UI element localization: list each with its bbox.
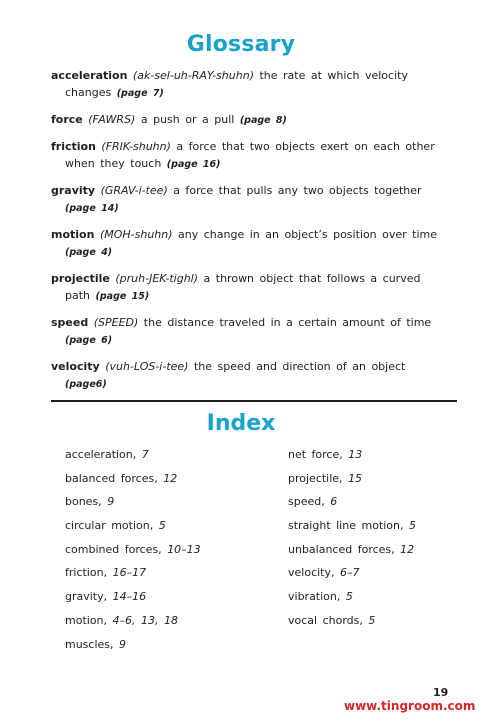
- index-word: combined forces,: [65, 542, 162, 556]
- index-pages: 10–13: [167, 542, 201, 556]
- glossary-page-ref: (page 15): [95, 291, 150, 302]
- glossary-term: gravity: [51, 184, 96, 197]
- glossary-definition: the speed and direction of an object: [193, 360, 406, 373]
- index-item: [288, 470, 416, 494]
- index-word: gravity,: [65, 590, 108, 604]
- index-pages: 12: [400, 542, 415, 556]
- index-word: straight line motion,: [288, 519, 404, 533]
- index-heading: Index: [206, 411, 276, 436]
- index-word: projectile,: [288, 471, 343, 485]
- index-column-left: [65, 446, 201, 659]
- glossary-definition: a thrown object that follows a curved path: [65, 272, 421, 302]
- index-pages: 5: [345, 590, 353, 604]
- index-pages: 9: [119, 637, 127, 651]
- glossary-pronunciation: (SPEED): [93, 316, 139, 329]
- index-item: [65, 541, 201, 565]
- glossary-page-ref: (page 7): [116, 88, 164, 99]
- index-item: [65, 493, 201, 517]
- index-word: unbalanced forces,: [288, 542, 395, 556]
- glossary-term: acceleration: [51, 69, 128, 82]
- glossary-page-ref: (page 4): [65, 247, 113, 258]
- glossary-pronunciation: (MOH-shuhn): [99, 228, 173, 241]
- glossary-term: motion: [51, 228, 95, 241]
- glossary-term: speed: [51, 316, 89, 329]
- index-pages: 16–17: [112, 566, 147, 580]
- index-word: net force,: [288, 448, 343, 461]
- index-item: [65, 588, 201, 612]
- index-pages: 5: [158, 519, 166, 533]
- index-word: vibration,: [288, 590, 341, 604]
- index-item: [65, 564, 201, 588]
- index-item: [65, 612, 201, 636]
- index-pages: 6–7: [340, 566, 360, 580]
- index-word: velocity,: [288, 566, 335, 580]
- glossary-heading: Glossary: [186, 32, 296, 57]
- glossary-pronunciation: (vuh-LOS-i-tee): [105, 360, 189, 373]
- glossary-entry: [51, 270, 446, 305]
- glossary-entry: [51, 226, 446, 261]
- watermark: www.tingroom.com: [344, 699, 476, 713]
- index-item: [288, 612, 416, 636]
- section-divider: [51, 400, 457, 402]
- index-item: [288, 564, 416, 588]
- glossary-page-ref: (page 8): [239, 115, 287, 126]
- index-item: [288, 517, 416, 541]
- glossary-term: force: [51, 113, 83, 126]
- index-item: [288, 588, 416, 612]
- glossary-pronunciation: (GRAV-i-tee): [100, 184, 168, 197]
- glossary-entry: [51, 111, 446, 129]
- glossary-entry: [51, 138, 446, 173]
- index-item: [288, 446, 416, 470]
- index-pages: 6: [330, 495, 338, 509]
- glossary-definition: a force that pulls any two objects together: [173, 184, 422, 197]
- index-pages: 7: [141, 448, 149, 461]
- glossary-definition: a push or a pull: [140, 113, 235, 126]
- index-word: circular motion,: [65, 519, 154, 533]
- glossary-definition: any change in an object’s position over time: [178, 228, 438, 241]
- glossary-entry: [51, 182, 446, 217]
- index-item: [288, 541, 416, 565]
- index-pages: 9: [107, 495, 115, 509]
- index-pages: 5: [368, 613, 376, 627]
- index-word: motion,: [65, 613, 108, 627]
- glossary-entry: [51, 67, 446, 102]
- glossary-page-ref: (page 6): [65, 335, 113, 346]
- index-word: friction,: [65, 566, 108, 580]
- glossary-page-ref: (page 14): [65, 203, 119, 214]
- index-word: balanced forces,: [65, 471, 158, 485]
- index-pages: 4–6, 13, 18: [112, 613, 178, 627]
- index-pages: 12: [163, 471, 178, 485]
- index-pages: 5: [409, 519, 416, 533]
- index-word: acceleration,: [65, 448, 137, 461]
- glossary-pronunciation: (FRIK-shuhn): [101, 140, 171, 153]
- glossary-term: friction: [51, 140, 96, 153]
- page-number: 19: [433, 686, 449, 699]
- index-word: muscles,: [65, 637, 114, 651]
- index-item: [65, 636, 201, 660]
- glossary-term: velocity: [51, 360, 100, 373]
- index-item: [288, 493, 416, 517]
- glossary-pronunciation: (pruh-JEK-tighl): [115, 272, 199, 285]
- index-item: [65, 517, 201, 541]
- glossary-definition: a force that two objects exert on each other when they touch: [65, 140, 435, 170]
- glossary-pronunciation: (ak-sel-uh-RAY-shuhn): [132, 69, 254, 82]
- index-word: speed,: [288, 495, 325, 509]
- glossary-list: [51, 67, 446, 402]
- index-item: [65, 470, 201, 494]
- glossary-definition: the rate at which velocity changes: [65, 69, 408, 99]
- glossary-definition: the distance traveled in a certain amount of time: [143, 316, 432, 329]
- glossary-page-ref: (page6): [65, 379, 107, 390]
- glossary-entry: [51, 314, 446, 349]
- index-word: vocal chords,: [288, 613, 363, 627]
- glossary-page-ref: (page 16): [166, 159, 221, 170]
- glossary-entry: [51, 358, 446, 393]
- index-item: [65, 446, 201, 470]
- index-column-right: [288, 446, 416, 636]
- index-pages: 15: [348, 471, 363, 485]
- glossary-term: projectile: [51, 272, 110, 285]
- index-pages: 13: [348, 448, 363, 461]
- index-word: bones,: [65, 495, 102, 509]
- index-pages: 14–16: [112, 590, 147, 604]
- glossary-pronunciation: (FAWRS): [88, 113, 136, 126]
